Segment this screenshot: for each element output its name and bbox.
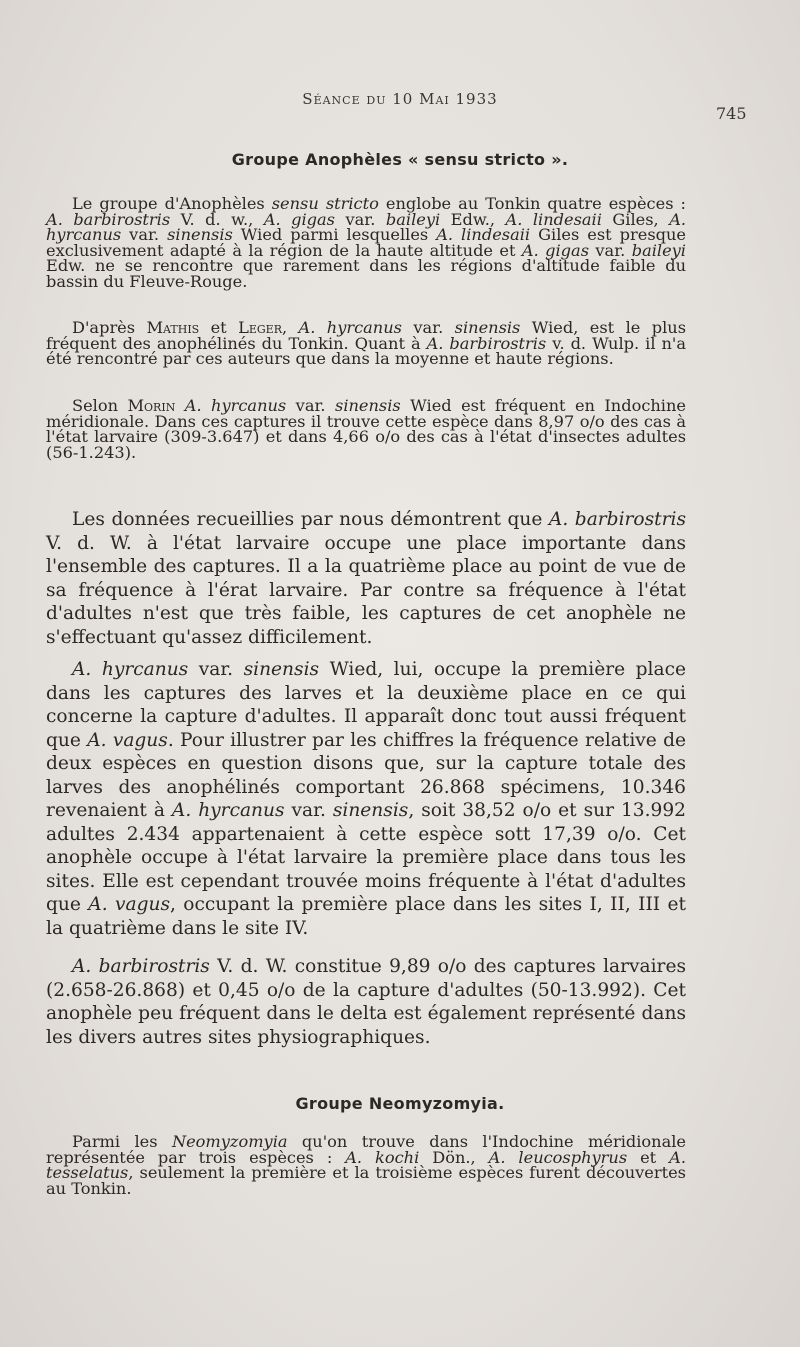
italic-text: A. barbirostris <box>548 509 686 530</box>
text-run: Selon <box>72 396 128 415</box>
italic-text: A. gigas <box>263 209 335 229</box>
italic-text: sinensis <box>243 659 320 680</box>
italic-text: sinensis <box>454 318 521 337</box>
text-run: , soit 38,52 o/o et sur 13.992 adultes 2.434 appartenaient à cette espèce sott 17,39 o/o. Cet anophèle occupe à l'état larvaire la première place dans tous les sites. Elle est cependant trouvée moins fréquente à l'état d'adultes que <box>46 800 687 915</box>
text-run: var. <box>286 396 336 415</box>
author-name: Morin <box>127 396 176 415</box>
text-run: var. <box>188 659 244 680</box>
italic-text: sinensis <box>335 396 401 415</box>
italic-text: A. tesselatus <box>46 1147 686 1183</box>
italic-text: sinensis <box>167 225 233 245</box>
text-run: Giles, <box>601 209 670 229</box>
text-run: , <box>281 318 299 337</box>
text-run: Wied, lui, occupe la première place dans les captures des larves et la deuxième place en ce qui concerne la capture d'adultes. Il apparaît donc tout aussi fréquent que <box>46 659 687 751</box>
italic-text: A. lindesaii <box>505 209 602 229</box>
italic-text: A. gigas <box>521 240 590 260</box>
italic-text: A. kochi <box>345 1147 420 1167</box>
text-run: Les données recueillies par nous démontrent que <box>72 509 549 530</box>
italic-text: A. lindesaii <box>436 225 531 245</box>
text-run: D'après <box>72 318 147 337</box>
italic-text: A. hyrcanus <box>298 318 402 337</box>
italic-text: A. hyrcanus <box>72 659 189 680</box>
italic-text: baileyi <box>631 240 686 260</box>
text-run: V. d. W. à l'état larvaire occupe une place importante dans l'ensemble des captures. Il a la quatrième place au point de vue de sa fréquence à l'érat larvaire. Par contre sa fréquence à l'état d'adultes n'est que très faible, les captures de cet anophèle ne s'effectuant qu'assez difficilement. <box>46 532 686 648</box>
text-run: Giles est presque exclusivement adapté à la région de la haute altitude et <box>46 225 686 260</box>
text-run: V. d. W. constitue 9,89 o/o des captures larvaires (2.658-26.868) et 0,45 o/o de la capture d'adultes (50-13.992). Cet anophèle peu fréquent dans le delta est également représenté dans les divers autres sites physiographiques. <box>46 956 686 1048</box>
text-run: var. <box>335 209 386 229</box>
italic-text: baileyi <box>385 209 441 229</box>
italic-text: A. barbirostris <box>46 209 171 229</box>
text-run: Dön., <box>419 1147 489 1167</box>
text-run: var. <box>401 318 455 337</box>
paragraph <box>46 955 686 1049</box>
paragraph <box>46 658 686 940</box>
italic-text: Neomyzomyia <box>171 1132 288 1151</box>
text-run: var. <box>589 240 632 260</box>
page-number: 745 <box>716 104 747 123</box>
italic-text: A. vagus <box>87 729 168 751</box>
paragraph <box>46 196 686 290</box>
text-run: v. d. Wulp. il n'a été rencontré par ces auteurs que dans la moyenne et haute régions. <box>46 333 687 369</box>
text-run: et <box>199 318 239 337</box>
section-heading-neomyzomyia: Groupe Neomyzomyia. <box>295 1094 505 1113</box>
author-name: Mathis <box>146 318 200 337</box>
paragraph <box>46 508 686 649</box>
text-run: Le groupe d'Anophèles <box>72 194 272 213</box>
text-run: et <box>627 1147 670 1167</box>
section-heading-anopheles: Groupe Anophèles « sensu stricto ». <box>231 150 569 169</box>
text-run: Parmi les <box>72 1132 172 1151</box>
text-run: . Pour illustrer par les chiffres la fréquence relative de deux espèces en question disons que, sur la capture totale des larves des anophélinés comportant 26.868 spécimens, 10.346 revenaient à <box>46 729 687 821</box>
italic-text: A. barbirostris <box>72 956 210 977</box>
italic-text: A. hyrcanus <box>46 209 687 245</box>
italic-text: A. vagus <box>88 894 170 915</box>
text-run: englobe au Tonkin quatre espèces : <box>378 194 686 213</box>
text-run: Wied est fréquent en Indochine méridionale. Dans ces captures il trouve cette espèce dans 8,97 o/o des cas à l'état larvaire (309-3.647) et dans 4,66 o/o des cas à l'état d'insectes adultes (56-1.243). <box>46 396 686 462</box>
italic-text: A. barbirostris <box>426 333 547 353</box>
italic-text: A. hyrcanus <box>184 396 287 415</box>
author-name: Leger <box>238 318 282 337</box>
italic-text: sensu stricto <box>271 194 379 213</box>
text-run: Edw. ne se rencontre que rarement dans les régions d'altitude faible du bassin du Fleuve-Rouge. <box>46 256 686 291</box>
paragraph <box>46 1134 686 1196</box>
italic-text: sinensis <box>332 800 409 821</box>
text-run: V. d. w., <box>170 209 264 229</box>
italic-text: A. leucosphyrus <box>488 1147 628 1167</box>
text-run: Wied parmi lesquelles <box>232 225 437 245</box>
running-head: Séance du 10 Mai 1933 <box>302 90 498 108</box>
text-run: , seulement la première et la troisième espèces furent découvertes au Tonkin. <box>46 1163 686 1198</box>
text-run: Wied, est le plus fréquent des anophélinés du Tonkin. Quant à <box>46 318 686 353</box>
text-run: qu'on trouve dans l'Indochine méridionale représentée par trois espèces : <box>46 1132 686 1167</box>
text-run: , occupant la première place dans les sites I, II, III et la quatrième dans le site IV. <box>46 894 686 939</box>
paragraph <box>46 320 686 367</box>
text-run: var. <box>121 225 168 245</box>
text-run: var. <box>284 800 333 821</box>
text-run: Edw., <box>440 209 506 229</box>
italic-text: A. hyrcanus <box>171 800 285 821</box>
paragraph <box>46 398 686 460</box>
